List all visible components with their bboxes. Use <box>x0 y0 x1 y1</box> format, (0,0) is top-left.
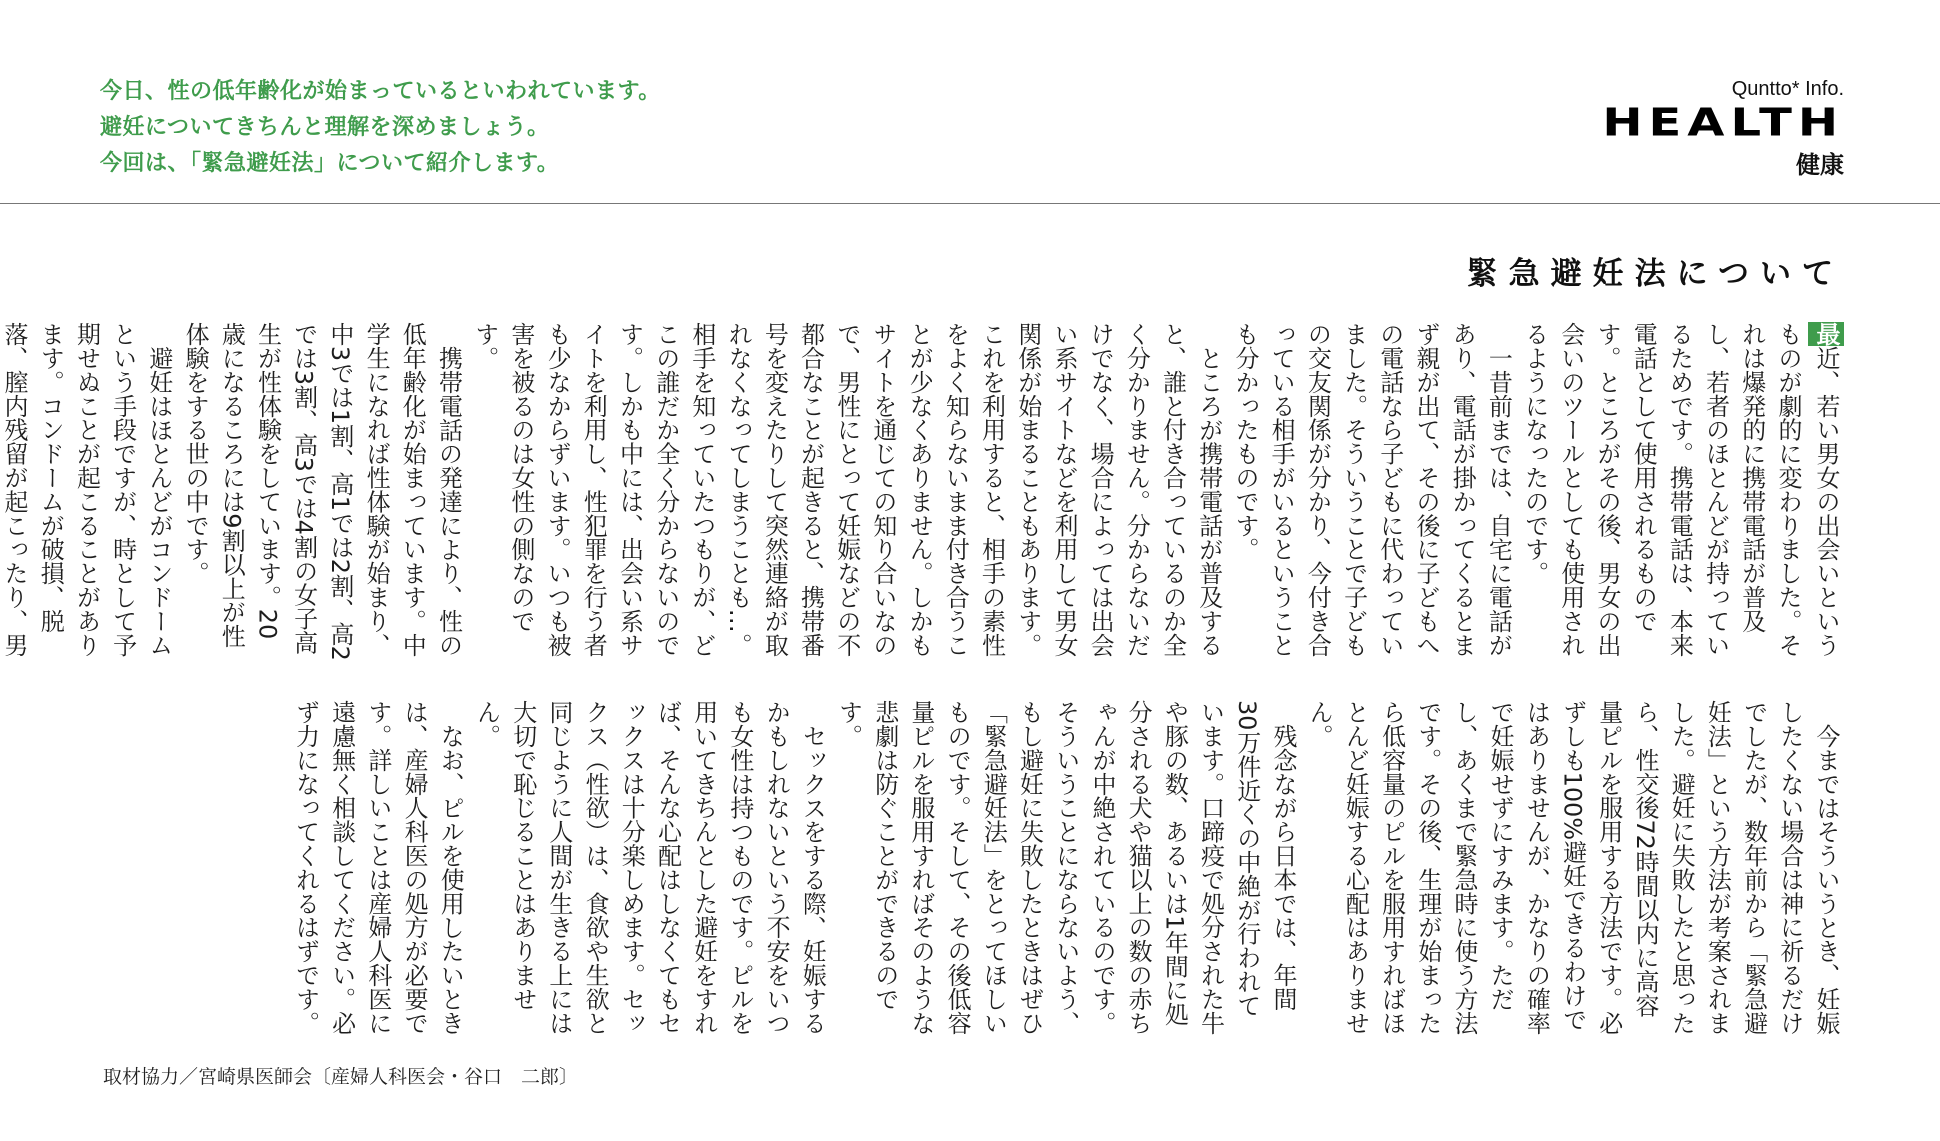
intro-text <box>100 74 661 182</box>
paragraph-8: セックスをする際、妊娠するかもしれないという不安をいつも女性は持つものです。ピルを用いてきちんとした避妊をすれば、そんな心配はしなくてもセックスは十分楽しめます。セックス（性欲）は、食欲や生欲と同じように人間が生きる上には大切で恥じることはありません。 <box>472 700 827 1035</box>
intro-line-2: 避妊についてきちんと理解を深めましょう。 <box>100 115 550 140</box>
paragraph-9: なお、ピルを使用したいときは、産婦人科医の処方が必要です。詳しいことは産婦人科医に遠慮無く相談してください。必ず力になってくれるはずです。 <box>291 700 465 1035</box>
paragraph-7: 残念ながら日本では、年間30万件近くの中絶が行われています。口蹄疫で処分された牛や豚の数、あるいは1年間に処分される犬や猫以上の数の赤ちゃんが中絶されているのです。そういうことにならないよう、もし避妊に失敗したときはぜひ「緊急避妊法」をとってほしいものです。そして、その後低容量ピルを服用すればそのような悲劇は防ぐことができるのです。 <box>834 700 1297 1035</box>
paragraph-6: 今まではそういうとき、妊娠したくない場合は神に祈るだけでしたが、数年前から「緊急避妊法」という方法が考案されました。避妊に失敗したと思ったら、性交後72時間以内に高容量ピルを服用する方法です。必ずしも100%避妊できるわけではありませんが、かなりの確率で妊娠せずにすみます。ただし、あくまで緊急時に使う方法です。その後、生理が始まったら低容量のピルを服用すればほとんど妊娠する心配はありません。 <box>1305 700 1840 1035</box>
article-body-upper <box>0 322 1844 662</box>
paragraph-2: 一昔前までは、自宅に電話があり、電話が掛かってくるとまず親が出て、その後に子どもへの電話なら子どもに代わっていました。そういうことで子どもの交友関係が分かり、今付き合っている相手がいるということも分かったものです。 <box>1230 322 1513 657</box>
paragraph-3: ところが携帯電話が普及すると、誰と付き合っているのか全く分かりません。分からないだけでなく、場合によっては出会い系サイトなどを利用して男女関係が始まることもあります。これを利用すると、相手の素性をよく知らないまま付き合うことが少なくありません。しかもサイトを通じての知り合いなので、男性にとって妊娠などの不都合なことが起きると、携帯番号を変えたりして突然連絡が取れなくなってしまうことも…。相手を知っていたつもりが、どこの誰だか全く分からないのです。しかも中には、出会い系サイトを利用し、性犯罪を行う者も少なからずいます。いつも被害を被るのは女性の側なのです。 <box>470 322 1223 657</box>
paragraph-1-text: 近、若い男女の出会いというものが劇的に変わりました。それは爆発的に携帯電話が普及し、若者のほとんどが持っているためです。携帯電話は、本来電話として使用されるものです。ところがその後、男女の出会いのツールとしても使用されるようになったのです。 <box>1520 322 1840 657</box>
paragraph-1 <box>1516 322 1844 662</box>
health-logo: HEALTH <box>1602 100 1844 145</box>
intro-line-3: 今回は、「緊急避妊法」について紹介します。 <box>100 151 560 176</box>
brand-subtitle: Quntto* Info. <box>1731 78 1844 100</box>
paragraph-4: 携帯電話の発達により、性の低年齢化が始まっています。中学生になれば性体験が始まり、中3では1割、高1では2割、高2では3割、高3では4割の女子高生が性体験をしています。20歳になるころには9割以上が性体験をする世の中です。 <box>181 322 463 661</box>
interview-credit: 取材協力／宮崎県医師会〔産婦人科医会・谷口 二郎〕 <box>103 1066 579 1088</box>
header-divider <box>0 203 1940 204</box>
article-body-lower <box>124 700 1844 1040</box>
intro-line-1: 今日、性の低年齢化が始まっているといわれています。 <box>100 79 661 104</box>
brand-japanese: 健康 <box>1796 151 1844 179</box>
drop-cap: 最 <box>1808 322 1844 346</box>
article-title: 緊急避妊法について <box>1466 256 1844 292</box>
section-brand <box>1602 78 1844 180</box>
paragraph-5: 避妊はほとんどがコンドームという手段ですが、時として予期せぬことが起こることがあります。コンドームが破損、脱落、膣内残留が起こったり、男 <box>0 322 173 657</box>
